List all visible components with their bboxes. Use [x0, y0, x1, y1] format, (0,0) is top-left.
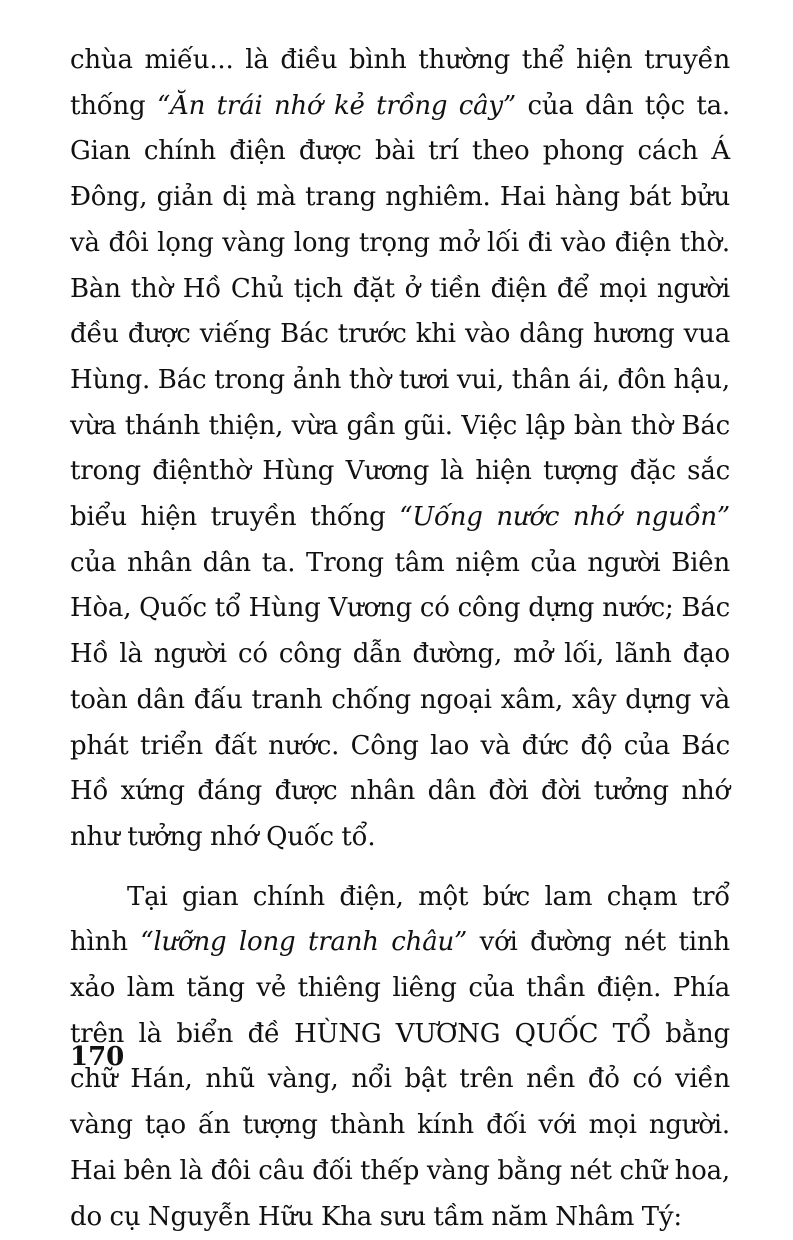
paragraph-2: [70, 875, 730, 1240]
quote-an-trai-nho-ke-trong-cay: “Ăn trái nhớ kẻ trồng cây”: [156, 90, 517, 121]
quote-uong-nuoc-nho-nguon: “Uống nước nhớ nguồn”: [399, 502, 730, 533]
quote-luong-long-tranh-chau: “lưỡng long tranh châu”: [140, 927, 468, 958]
page-number: 170: [70, 1042, 125, 1072]
paragraph-2-text-1: Tại gian chính điện, một bức lam chạm trổ hình: [70, 881, 730, 958]
paragraph-1-text-1: chùa miếu... là điều bình thường thể hiện truyền thống: [70, 45, 730, 121]
page-body: [70, 38, 730, 1240]
paragraph-1: [70, 38, 730, 861]
paragraph-2-text-2: với đường nét tinh xảo làm tăng vẻ thiêng liêng của thần điện. Phía trên là biển đề HÙNG VƯƠNG QUỐC TỔ bằng chữ Hán, nhũ vàng, nổi bật trên nền đỏ có viền vàng tạo ấn tượng thành kính đối với mọi người. Hai bên là đôi câu đối thếp vàng bằng nét chữ hoa, do cụ Nguyễn Hữu Kha sưu tầm năm Nhâm Tý:: [70, 927, 730, 1232]
paragraph-1-text-3: của nhân dân ta. Trong tâm niệm của người Biên Hòa, Quốc tổ Hùng Vương có công dựng nước; Bác Hồ là người có công dẫn đường, mở lối, lãnh đạo toàn dân đấu tranh chống ngoại xâm, xây dựng và phát triển đất nước. Công lao và đức độ của Bác Hồ xứng đáng được nhân dân đời đời tưởng nhớ như tưởng nhớ Quốc tổ.: [70, 547, 730, 852]
paragraph-1-text-2: của dân tộc ta. Gian chính điện được bài trí theo phong cách Á Đông, giản dị mà trang nghiêm. Hai hàng bát bửu và đôi lọng vàng long trọng mở lối đi vào điện thờ. Bàn thờ Hồ Chủ tịch đặt ở tiền điện để mọi người đều được viếng Bác trước khi vào dâng hương vua Hùng. Bác trong ảnh thờ tươi vui, thân ái, đôn hậu, vừa thánh thiện, vừa gần gũi. Việc lập bàn thờ Bác trong điệnthờ Hùng Vương là hiện tượng đặc sắc biểu hiện truyền thống: [70, 90, 730, 533]
